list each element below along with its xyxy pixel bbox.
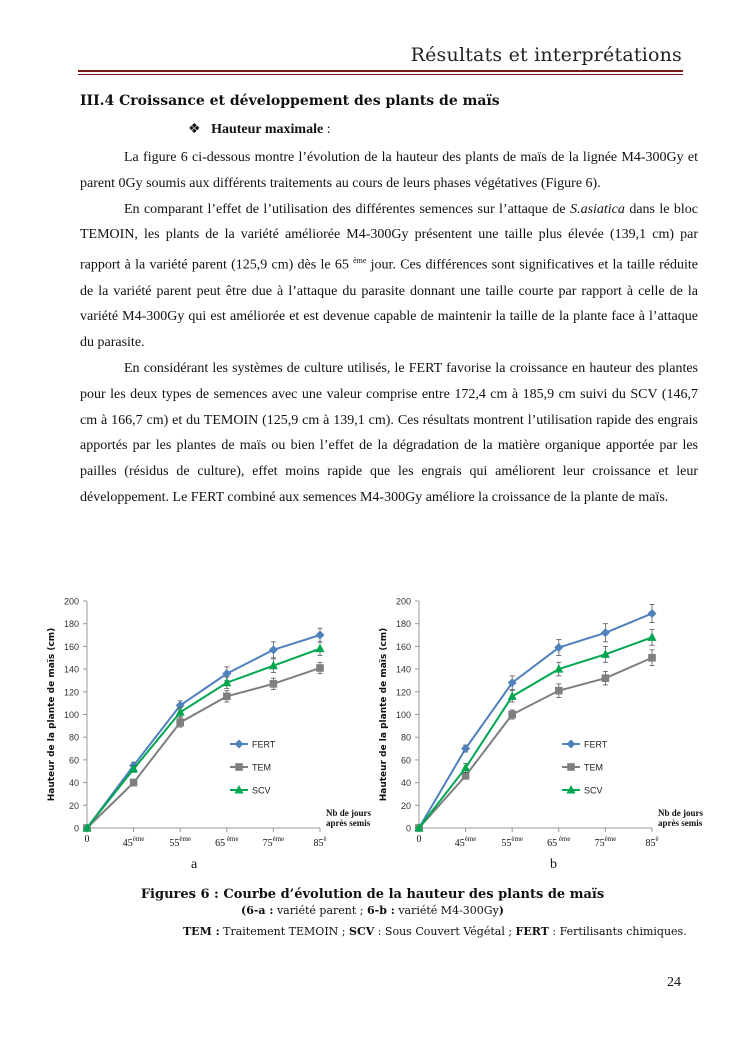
series-line-fert xyxy=(87,635,320,828)
sub-b-text: variété M4-300Gy xyxy=(394,904,499,917)
legend-marker-fert xyxy=(235,740,244,749)
y-tick-label: 80 xyxy=(68,732,79,743)
chart-panel-b xyxy=(372,592,722,854)
y-tick-label: 120 xyxy=(395,687,411,698)
bullet-label: Hauteur maximale xyxy=(211,122,324,137)
legend-label-scv: SCV xyxy=(584,785,603,796)
data-point-tem xyxy=(223,693,231,701)
x-axis-label-line-1: Nb de jours xyxy=(658,808,704,818)
y-tick-label: 180 xyxy=(395,619,411,630)
x-tick-label: 65 $^{ème}$ xyxy=(547,835,571,849)
sub-close: ) xyxy=(498,904,505,917)
header-rule-thick xyxy=(78,70,683,72)
paragraph-2-part-a: En comparant l’effet de l’utilisation des différentes semences sur l’attaque de xyxy=(124,201,571,217)
panel-label-a: a xyxy=(191,857,198,872)
y-tick-label: 120 xyxy=(63,687,79,698)
section-title: III.4 Croissance et développement des plants de maïs xyxy=(80,93,500,109)
abbr-key-fert: FERT xyxy=(515,925,549,938)
sub-open: ( xyxy=(240,904,247,917)
y-tick-label: 20 xyxy=(400,800,411,811)
legend-marker-tem xyxy=(235,763,243,771)
x-tick-label: $85^è$ xyxy=(645,835,659,849)
data-point-tem xyxy=(462,772,470,780)
y-axis-label: Hauteur de la plante de maïs (cm) xyxy=(379,627,389,802)
abbr-key-scv: SCV xyxy=(349,925,375,938)
legend-marker-tem xyxy=(567,763,575,771)
page-number: 24 xyxy=(667,975,681,990)
data-point-tem xyxy=(648,654,656,662)
paragraph-2-part-c: jour. Ces différences sont significatives et la taille réduite de la variété parent peut être due à l’attaque du parasite donnant une taille courte par rapport à celle de la variété M4-300Gy qui est améliorée et est devenue capable de maintenir la taille de la plante face à l’attaque du parasite. xyxy=(80,257,698,351)
y-tick-label: 40 xyxy=(400,778,411,789)
y-tick-label: 80 xyxy=(400,732,411,743)
data-point-fert xyxy=(316,631,325,640)
series-line-fert xyxy=(419,613,652,828)
y-tick-label: 160 xyxy=(395,641,411,652)
sub-b-label: 6-b : xyxy=(367,904,395,917)
data-point-tem xyxy=(176,719,184,727)
y-tick-label: 0 xyxy=(405,823,411,834)
paragraph-3: En considérant les systèmes de culture utilisés, le FERT favorise la croissance en hauteur des plantes pour les deux types de semences avec une valeur comprise entre 172,4 cm à 185,9 cm suivi du SCV (146,7 cm à 166,7 cm) et du TEMOIN (125,9 cm à 139,1 cm). Ces résultats montrent l’utilisation rapide des engrais apportés par les plantes de maïs ou bien l’effet de la dégradation de la matière organique apportée par les pailles (résidus de culture), effet moins rapide que les engrais qui améliorent leur croissance et leur développement. Le FERT combiné aux semences M4-300Gy améliore la croissance de la plante de maïs. xyxy=(80,361,698,506)
y-axis-label: Hauteur de la plante de maïs (cm) xyxy=(47,627,57,802)
y-tick-label: 140 xyxy=(63,664,79,675)
body-text xyxy=(80,145,698,511)
x-tick-label: 75ème xyxy=(594,835,617,849)
panel-label-b: b xyxy=(550,857,557,872)
abbr-key-tem: TEM : xyxy=(183,925,220,938)
data-point-tem xyxy=(130,779,138,787)
data-point-tem xyxy=(508,711,516,719)
diamond-bullet-icon: ❖ xyxy=(188,122,201,137)
y-tick-label: 60 xyxy=(400,755,411,766)
x-axis-label-line-2: après semis xyxy=(658,818,703,828)
bullet-heading xyxy=(188,121,331,138)
data-point-fert xyxy=(648,609,657,618)
y-tick-label: 0 xyxy=(73,823,79,834)
legend-marker-fert xyxy=(567,740,576,749)
y-tick-label: 100 xyxy=(395,710,411,720)
species-name: S.asiatica xyxy=(570,201,625,217)
x-tick-label: 0 xyxy=(416,834,422,845)
y-tick-label: 40 xyxy=(68,778,79,789)
y-tick-label: 200 xyxy=(395,596,411,607)
legend-label-scv: SCV xyxy=(252,785,271,796)
header-rule-thin xyxy=(78,74,683,75)
data-point-tem xyxy=(316,664,324,672)
y-tick-label: 160 xyxy=(63,641,79,652)
ordinal-sup: ème xyxy=(353,256,367,266)
abbr-text-tem: Traitement TEMOIN ; xyxy=(219,925,349,938)
data-point-fert xyxy=(269,645,278,654)
sub-a-label: 6-a : xyxy=(246,904,274,917)
legend-label-fert: FERT xyxy=(584,739,608,750)
data-point-scv xyxy=(648,632,657,641)
series-line-scv xyxy=(87,649,320,828)
x-tick-label: 65 $^{ème}$ xyxy=(215,835,239,849)
y-tick-label: 60 xyxy=(68,755,79,766)
bullet-suffix: : xyxy=(323,122,331,137)
y-tick-label: 200 xyxy=(63,596,79,607)
paragraph-2 xyxy=(80,197,698,356)
paragraph-1: La figure 6 ci-dessous montre l’évolution de la hauteur des plants de maïs de la lignée M4-300Gy et parent 0Gy soumis aux différents traitements au cours de leurs phases végétatives (Figure 6). xyxy=(80,150,698,191)
y-tick-label: 20 xyxy=(68,800,79,811)
x-tick-label: 45ème xyxy=(454,835,477,849)
series-line-tem xyxy=(87,668,320,828)
x-tick-label: 0 xyxy=(84,834,90,845)
figure-subcaption xyxy=(0,904,745,917)
x-tick-label: 55ème xyxy=(501,835,524,849)
legend-label-fert: FERT xyxy=(252,739,276,750)
x-axis-label-line-2: après semis xyxy=(326,818,371,828)
x-tick-label: 45ème xyxy=(122,835,145,849)
legend-label-tem: TEM xyxy=(252,762,271,773)
data-point-scv xyxy=(316,644,325,653)
abbreviation-legend xyxy=(183,925,687,938)
abbr-text-scv: : Sous Couvert Végétal ; xyxy=(374,925,516,938)
data-point-tem xyxy=(555,687,563,695)
chart-panel-a xyxy=(40,592,390,854)
figure-caption: Figures 6 : Courbe d’évolution de la hauteur des plants de maïs xyxy=(140,887,605,902)
data-point-fert xyxy=(601,628,610,637)
y-tick-label: 100 xyxy=(63,710,79,720)
x-tick-label: $85^è$ xyxy=(313,835,327,849)
data-point-tem xyxy=(270,680,278,688)
sub-a-text: variété parent ; xyxy=(273,904,368,917)
x-tick-label: 75ème xyxy=(262,835,285,849)
paragraph-2-part-b: dans le bloc TEMOIN, les plants de la variété améliorée M4-300Gy présentent une taille plus élevée (139,1 cm) par rapport à la variété parent (125,9 cm) dès le 65 xyxy=(80,201,699,273)
x-tick-label: 55ème xyxy=(169,835,192,849)
y-tick-label: 180 xyxy=(63,619,79,630)
page-header-title: Résultats et interprétations xyxy=(410,44,682,66)
data-point-tem xyxy=(602,674,610,682)
x-axis-label-line-1: Nb de jours xyxy=(326,808,372,818)
legend-label-tem: TEM xyxy=(584,762,603,773)
abbr-text-fert: : Fertilisants chimiques. xyxy=(548,925,687,938)
y-tick-label: 140 xyxy=(395,664,411,675)
